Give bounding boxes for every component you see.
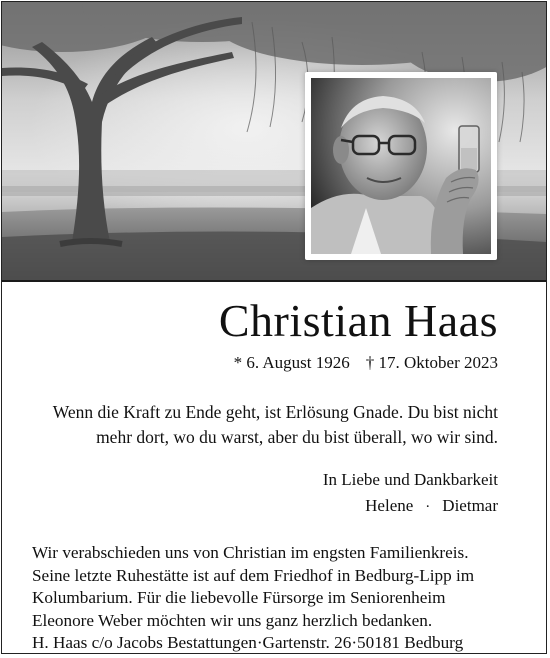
announcement-line: H. Haas c/o Jacobs Bestattungen·Gartenstr. 26·50181 Bedburg — [32, 633, 464, 653]
life-dates — [234, 353, 498, 373]
announcement-line: Wir verabschieden uns von Christian im engsten Familienkreis. — [32, 543, 469, 562]
verse-line: Wenn die Kraft zu Ende geht, ist Erlösung Gnade. Du bist nicht — [52, 402, 498, 422]
deceased-name: Christian Haas — [218, 295, 498, 346]
closing-phrase: In Liebe und Dankbarkeit — [322, 470, 498, 489]
announcement-line: Kolumbarium. Für die liebevolle Fürsorge im Seniorenheim — [32, 588, 446, 608]
birth-date: * 6. August 1926 — [233, 353, 350, 372]
header-landscape-image — [2, 2, 546, 282]
death-date: † 17. Oktober 2023 — [365, 353, 498, 372]
portrait-frame — [305, 72, 497, 260]
signer-name: Helene — [365, 496, 414, 515]
memorial-verse — [18, 400, 498, 450]
portrait-photo — [311, 78, 491, 254]
verse-line: mehr dort, wo du warst, aber du bist überall, wo wir sind. — [96, 427, 498, 447]
signer-separator: · — [425, 499, 431, 515]
announcement-line: Eleonore Weber möchten wir uns ganz herzlich bedanken. — [32, 610, 433, 630]
announcement-line: Seine letzte Ruhestätte ist auf dem Friedhof in Bedburg-Lipp im — [32, 565, 475, 585]
announcement-text — [32, 542, 512, 654]
signers — [365, 496, 498, 516]
signer-name: Dietmar — [442, 496, 498, 515]
obituary-notice — [1, 1, 547, 654]
